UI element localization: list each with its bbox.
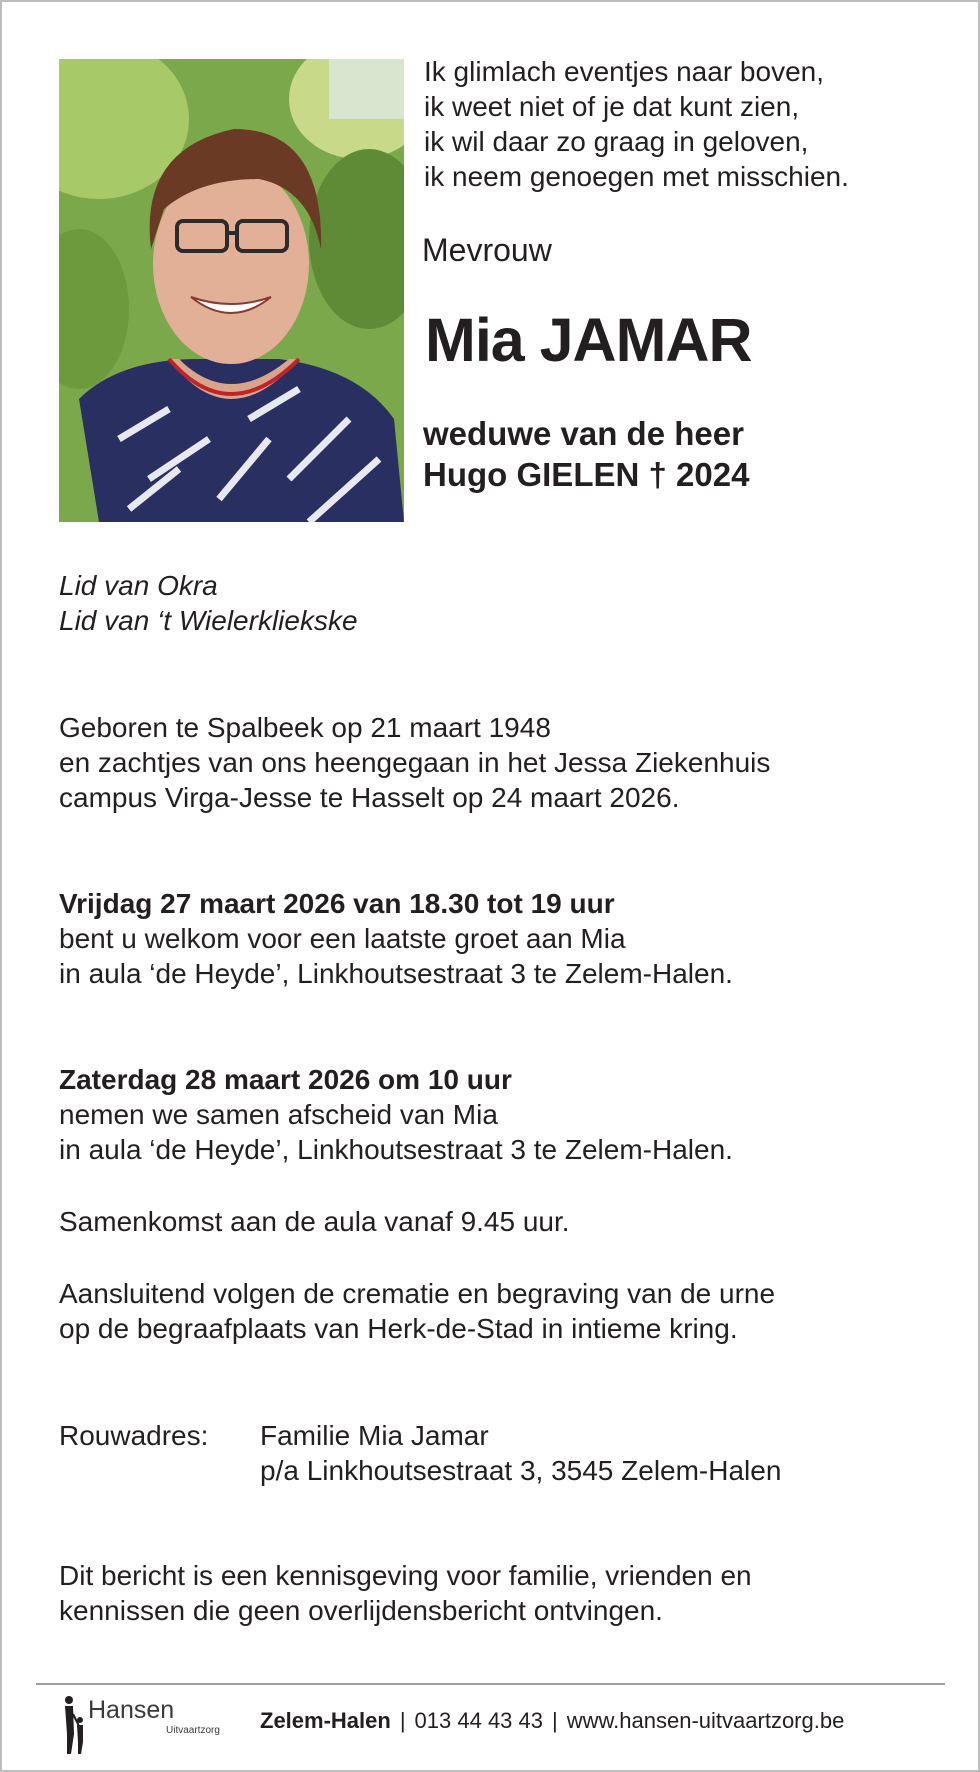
address-line: Familie Mia Jamar — [260, 1420, 489, 1451]
poem-line: ik weet niet of je dat kunt zien, — [424, 91, 800, 122]
visitation-section — [59, 886, 733, 991]
honorific: Mevrouw — [422, 232, 552, 268]
deceased-name: Mia JAMAR — [425, 306, 752, 374]
text-line: Geboren te Spalbeek op 21 maart 1948 — [59, 712, 551, 743]
portrait-photo — [59, 59, 404, 522]
text-line: nemen we samen afscheid van Mia — [59, 1099, 498, 1130]
widow-line: weduwe van de heer — [423, 415, 744, 452]
memberships — [59, 568, 358, 638]
notice-text — [59, 1558, 752, 1628]
poem-line: ik neem genoegen met misschien. — [424, 161, 849, 192]
footer-divider — [36, 1683, 945, 1685]
widow-statement — [423, 413, 749, 495]
separator: | — [399, 1708, 406, 1733]
logo-subtitle: Uitvaartzorg — [166, 1725, 220, 1736]
text-line: in aula ‘de Heyde’, Linkhoutsestraat 3 te Zelem-Halen. — [59, 1134, 733, 1165]
text-line: op de begraafplaats van Herk-de-Stad in intieme kring. — [59, 1313, 738, 1344]
contact-city: Zelem-Halen — [260, 1708, 391, 1733]
text-line: campus Virga-Jesse te Hasselt op 24 maart 2026. — [59, 782, 680, 813]
contact-bar — [260, 1706, 844, 1736]
contact-website[interactable]: www.hansen-uitvaartzorg.be — [566, 1708, 845, 1733]
address-line: p/a Linkhoutsestraat 3, 3545 Zelem-Halen — [260, 1455, 782, 1486]
poem-line: Ik glimlach eventjes naar boven, — [424, 56, 824, 87]
text-line: Aansluitend volgen de crematie en begraving van de urne — [59, 1278, 776, 1309]
address-label: Rouwadres: — [59, 1420, 209, 1451]
text-line: Dit bericht is een kennisgeving voor familie, vrienden en — [59, 1560, 752, 1591]
farewell-section — [59, 1062, 733, 1167]
text-line: in aula ‘de Heyde’, Linkhoutsestraat 3 te Zelem-Halen. — [59, 958, 733, 989]
gathering-info — [59, 1204, 570, 1239]
logo-wordmark: Hansen — [88, 1696, 175, 1724]
poem — [424, 54, 849, 194]
contact-phone[interactable]: 013 44 43 43 — [414, 1708, 544, 1733]
farewell-heading: Zaterdag 28 maart 2026 om 10 uur — [59, 1064, 512, 1095]
membership-item: Lid van ‘t Wielerkliekske — [59, 605, 358, 636]
poem-line: ik wil daar zo graag in geloven, — [424, 126, 809, 157]
text-line: bent u welkom voor een laatste groet aan Mia — [59, 923, 626, 954]
text-line: kennissen die geen overlijdensbericht ontvingen. — [59, 1595, 663, 1626]
address-value — [260, 1418, 781, 1488]
membership-item: Lid van Okra — [59, 570, 218, 601]
portrait-image — [59, 59, 404, 522]
separator: | — [552, 1708, 558, 1733]
cremation-info — [59, 1276, 775, 1346]
text-line: Samenkomst aan de aula vanaf 9.45 uur. — [59, 1206, 570, 1237]
visitation-heading: Vrijdag 27 maart 2026 van 18.30 tot 19 uur — [59, 888, 615, 919]
birth-death-details — [59, 710, 770, 815]
widow-line: Hugo GIELEN † 2024 — [423, 456, 750, 493]
text-line: en zachtjes van ons heengegaan in het Jessa Ziekenhuis — [59, 747, 771, 778]
funeral-home-logo — [58, 1690, 248, 1758]
family-figure-icon — [58, 1692, 90, 1758]
